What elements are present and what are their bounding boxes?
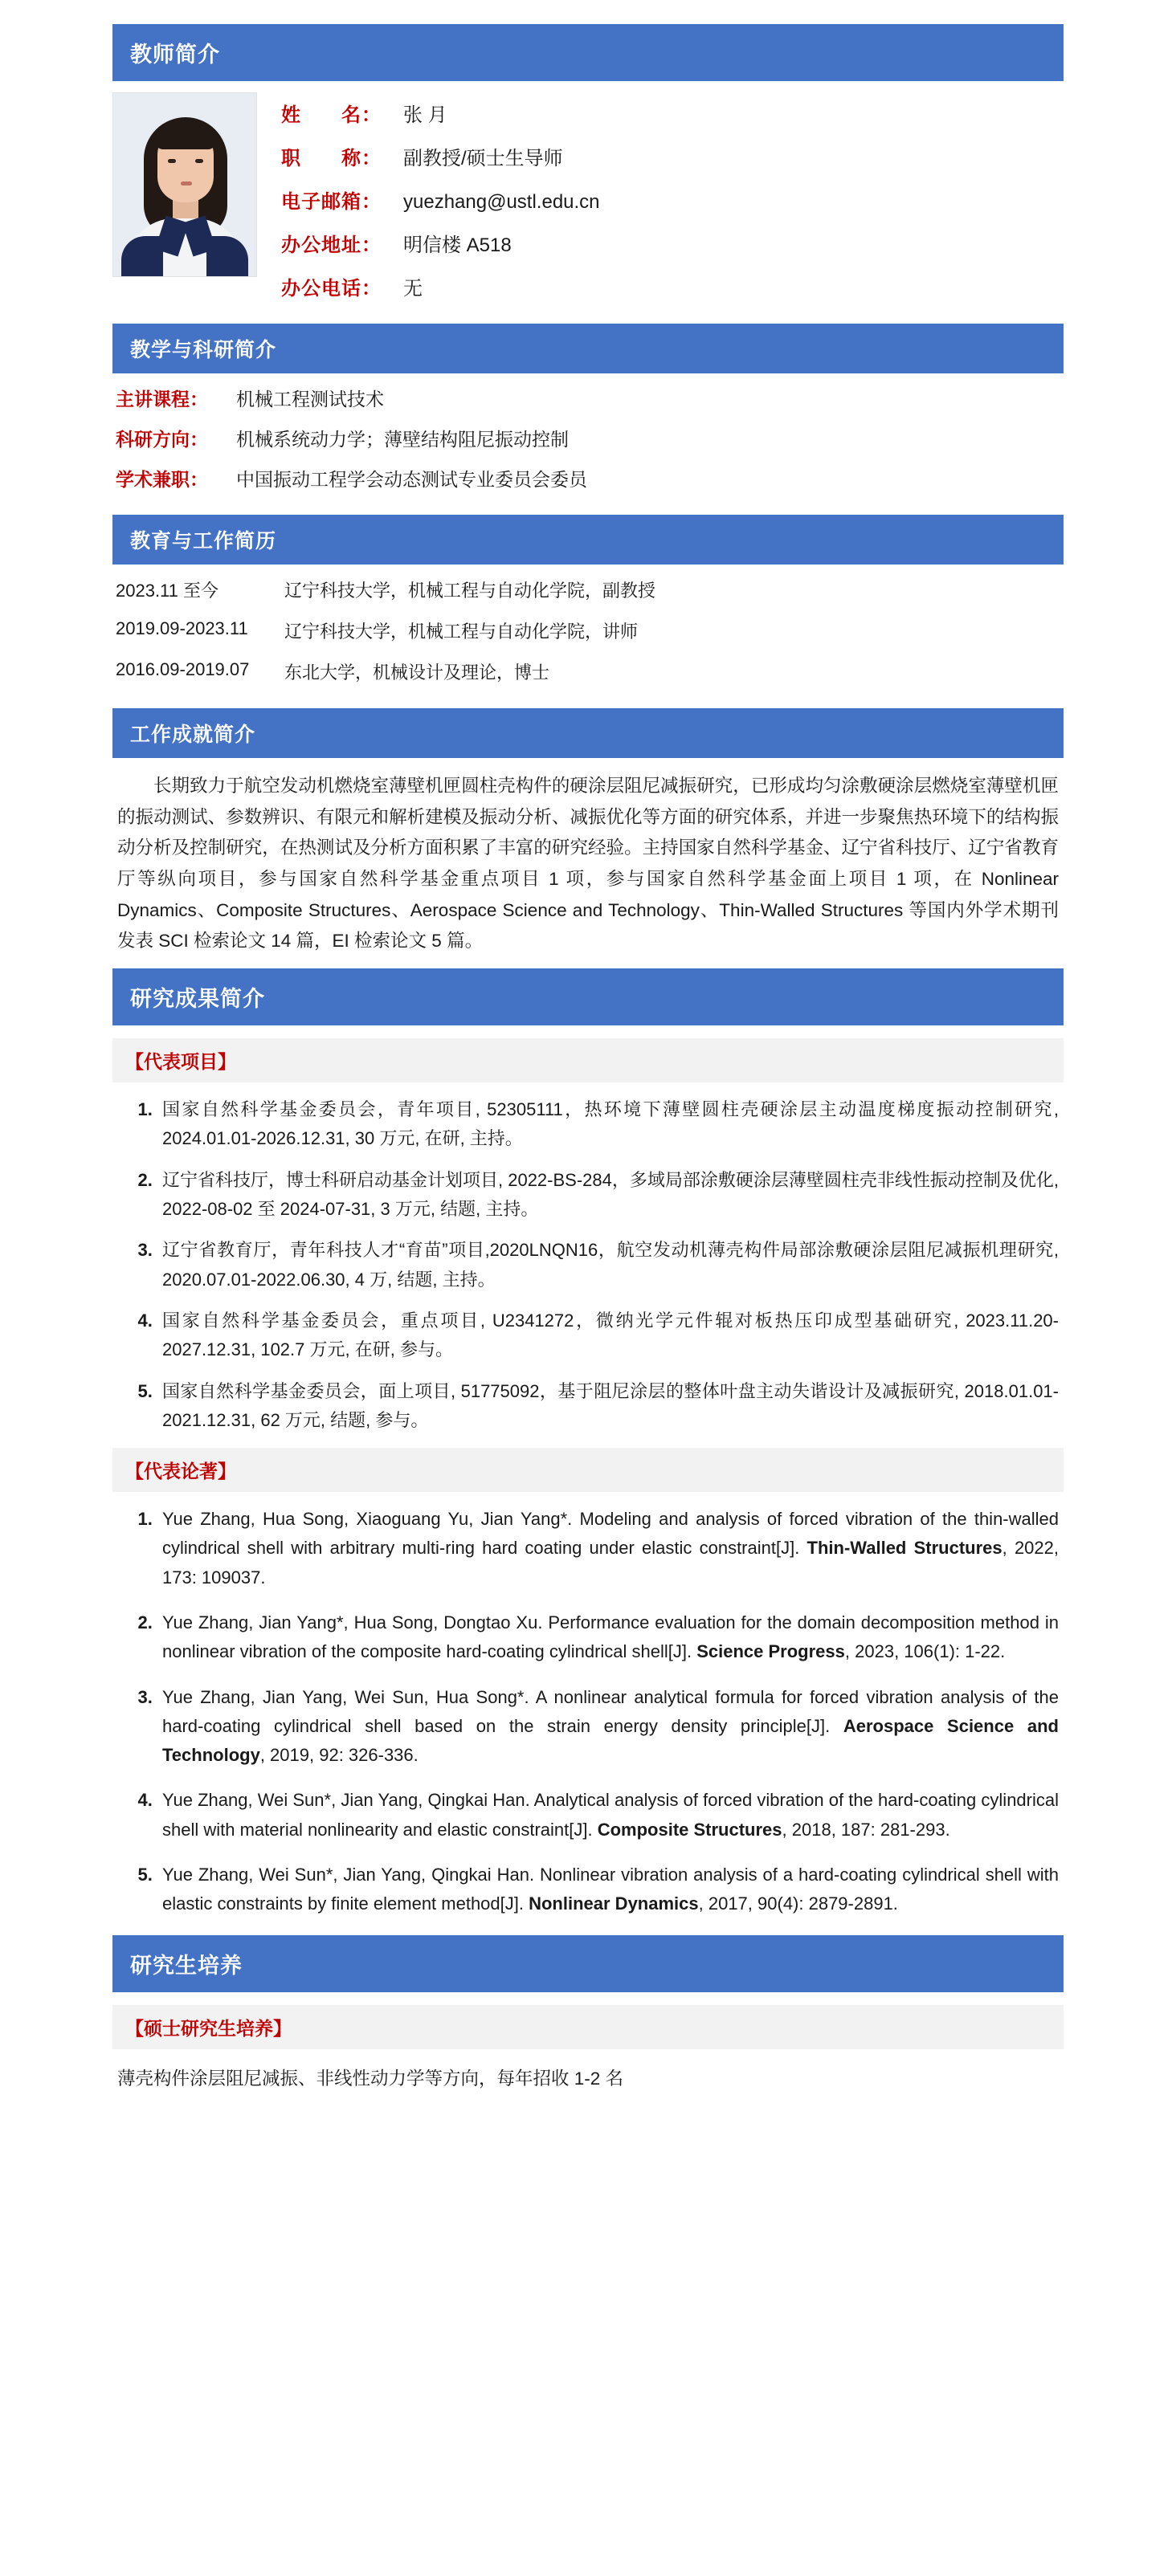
subsection-label-projects: 【代表项目】 xyxy=(112,1038,1064,1082)
teaching-list xyxy=(112,373,1064,515)
publication-text-post: , 2019, 92: 326-336. xyxy=(259,1745,419,1766)
publication-text-post: , 2017, 90(4): 2879-2891. xyxy=(698,1893,898,1914)
publication-journal: Science Progress xyxy=(696,1641,845,1662)
project-item: 4. 国家自然科学基金委员会，重点项目, U2341272，微纳光学元件辊对板热压印成型基础研究, 2023.11.20-2027.12.31, 102.7 万元, 在研, 参与。 xyxy=(157,1306,1059,1365)
publication-text-post: , 2022, 173: 109037. xyxy=(162,1538,1060,1588)
publication-item xyxy=(157,1786,1059,1844)
profile-value-name: 张 月 xyxy=(403,104,447,126)
profile-value-title: 副教授/硕士生导师 xyxy=(403,148,563,169)
publication-text-pre: Yue Zhang, Jian Yang, Wei Sun, Hua Song*. A nonlinear analytical formula for forced vibration analysis of the hard-coating cylindrical shell based on the strain energy density principle[J]. xyxy=(162,1686,1059,1736)
resume-text: 辽宁科技大学，机械工程与自动化学院，副教授 xyxy=(284,581,656,601)
publication-journal: Aerospace Science and Technology xyxy=(162,1715,1059,1766)
publication-item xyxy=(157,1608,1059,1667)
teaching-key-research: 科研方向： xyxy=(116,429,208,450)
profile-row-title xyxy=(281,142,1064,170)
project-item: 5. 国家自然科学基金委员会，面上项目, 51775092，基于阻尼涂层的整体叶盘主动失谐设计及减振研究, 2018.01.01-2021.12.31, 62 万元, 结题, 参与。 xyxy=(157,1377,1059,1436)
publication-journal: Nonlinear Dynamics xyxy=(529,1893,699,1914)
publication-text-post: , 2023, 106(1): 1-22. xyxy=(844,1641,1006,1662)
resume-text: 辽宁科技大学，机械工程与自动化学院，讲师 xyxy=(284,622,639,642)
achievement-paragraph: 长期致力于航空发动机燃烧室薄壁机匣圆柱壳构件的硬涂层阻尼减振研究，已形成均匀涂敷硬涂层燃烧室薄壁机匣的振动测试、参数辨识、有限元和解析建模及振动分析、减振优化等方面的研究体系，并进一步聚焦热环境下的结构振动分析及控制研究，在热测试及分析方面积累了丰富的研究经验。主持国家自然科学基金、辽宁省科技厅、辽宁省教育厅等纵向项目，参与国家自然科学基金重点项目 1 项，参与国家自然科学基金面上项目 1 项，在 Nonlinear Dynamics、Composite Structures、Aerospace Science and Technology、Thin-Walled Structures 等国内外学术期刊发表 SCI 检索论文 14 篇，EI 检索论文 5 篇。 xyxy=(117,776,1059,952)
publication-text-post: , 2018, 187: 281-293. xyxy=(782,1819,950,1840)
teaching-value-courses: 机械工程测试技术 xyxy=(236,389,384,410)
teaching-value-appointments: 中国振动工程学会动态测试专业委员会委员 xyxy=(236,469,587,490)
profile-label-title: 职 称： xyxy=(281,148,382,169)
publication-journal: Composite Structures xyxy=(597,1819,782,1840)
project-item: 1. 国家自然科学基金委员会，青年项目, 52305111，热环境下薄壁圆柱壳硬涂层主动温度梯度振动控制研究, 2024.01.01-2026.12.31, 30 万元, 在研, 主持。 xyxy=(157,1095,1059,1154)
resume-row xyxy=(116,618,1060,643)
resume-row xyxy=(116,577,1060,602)
profile-block xyxy=(112,81,1064,324)
section-header-teaching: 教学与科研简介 xyxy=(112,324,1064,373)
teaching-key-appointments: 学术兼职： xyxy=(116,469,208,490)
publications-list xyxy=(112,1505,1064,1919)
profile-row-office xyxy=(281,229,1064,257)
project-item: 2. 辽宁省科技厅，博士科研启动基金计划项目, 2022-BS-284，多域局部涂敷硬涂层薄壁圆柱壳非线性振动控制及优化, 2022-08-02 至 2024-07-31, 3 万元, 结题, 主持。 xyxy=(157,1166,1059,1225)
publication-item xyxy=(157,1683,1059,1771)
faculty-photo xyxy=(112,92,257,277)
resume-date: 2019.09-2023.11 xyxy=(116,618,248,638)
profile-row-name xyxy=(281,99,1064,127)
resume-date: 2016.09-2019.07 xyxy=(116,659,250,679)
profile-label-email: 电子邮箱： xyxy=(281,191,382,213)
profile-value-phone: 无 xyxy=(403,278,423,300)
publication-text-pre: Yue Zhang, Wei Sun*, Jian Yang, Qingkai Han. Analytical analysis of forced vibration of the hard-coating cylindrical shell with material nonlinearity and elastic constraint[J]. xyxy=(162,1790,1059,1840)
graduate-text: 薄壳构件涂层阻尼减振、非线性动力学等方向，每年招收 1-2 名 xyxy=(117,2068,624,2089)
projects-list xyxy=(112,1095,1064,1435)
resume-text: 东北大学，机械设计及理论，博士 xyxy=(284,662,550,683)
profile-row-email xyxy=(281,185,1064,214)
project-item: 3. 辽宁省教育厅，青年科技人才“育苗”项目,2020LNQN16，航空发动机薄壳构件局部涂敷硬涂层阻尼减振机理研究, 2020.07.01-2022.06.30, 4 万, 结题, 主持。 xyxy=(157,1236,1059,1294)
profile-info-table xyxy=(281,92,1064,316)
section-header-resume: 教育与工作简历 xyxy=(112,515,1064,565)
resume-row xyxy=(116,659,1060,684)
resume-list xyxy=(112,565,1064,708)
section-header-achievement: 工作成就简介 xyxy=(112,708,1064,758)
profile-label-office: 办公地址： xyxy=(281,234,382,256)
teaching-value-research: 机械系统动力学；薄壁结构阻尼振动控制 xyxy=(236,429,569,450)
publication-item xyxy=(157,1505,1059,1592)
resume-date: 2023.11 至今 xyxy=(116,581,219,601)
subsection-label-publications: 【代表论著】 xyxy=(112,1448,1064,1492)
teaching-row-courses xyxy=(116,385,1060,411)
profile-label-phone: 办公电话： xyxy=(281,278,382,300)
profile-value-email[interactable]: yuezhang@ustl.edu.cn xyxy=(403,191,600,213)
publication-text-pre: Yue Zhang, Jian Yang*, Hua Song, Dongtao Xu. Performance evaluation for the domain decomposition method in nonlinear vibration of the composite hard-coating cylindrical shell[J]. xyxy=(162,1612,1059,1662)
section-header-intro: 教师简介 xyxy=(112,24,1064,81)
section-header-research: 研究成果简介 xyxy=(112,968,1064,1025)
profile-value-office: 明信楼 A518 xyxy=(403,234,512,256)
profile-label-name: 姓 名： xyxy=(281,104,382,126)
publication-text-pre: Yue Zhang, Wei Sun*, Jian Yang, Qingkai Han. Nonlinear vibration analysis of a hard-coating cylindrical shell with elastic constraints by finite element method[J]. xyxy=(162,1865,1059,1914)
profile-row-phone xyxy=(281,272,1064,300)
teaching-row-research xyxy=(116,425,1060,451)
teaching-key-courses: 主讲课程： xyxy=(116,389,208,410)
section-header-graduate: 研究生培养 xyxy=(112,1935,1064,1992)
publication-text-pre: Yue Zhang, Hua Song, Xiaoguang Yu, Jian Yang*. Modeling and analysis of forced vibration of the thin-walled cylindrical shell with arbitrary multi-ring hard coating under elastic constraint[J]. xyxy=(162,1509,1059,1559)
teaching-row-appointments xyxy=(116,465,1060,491)
subsection-label-graduate: 【硕士研究生培养】 xyxy=(112,2005,1064,2049)
publication-item xyxy=(157,1861,1059,1919)
publication-journal: Thin-Walled Structures xyxy=(806,1538,1002,1559)
